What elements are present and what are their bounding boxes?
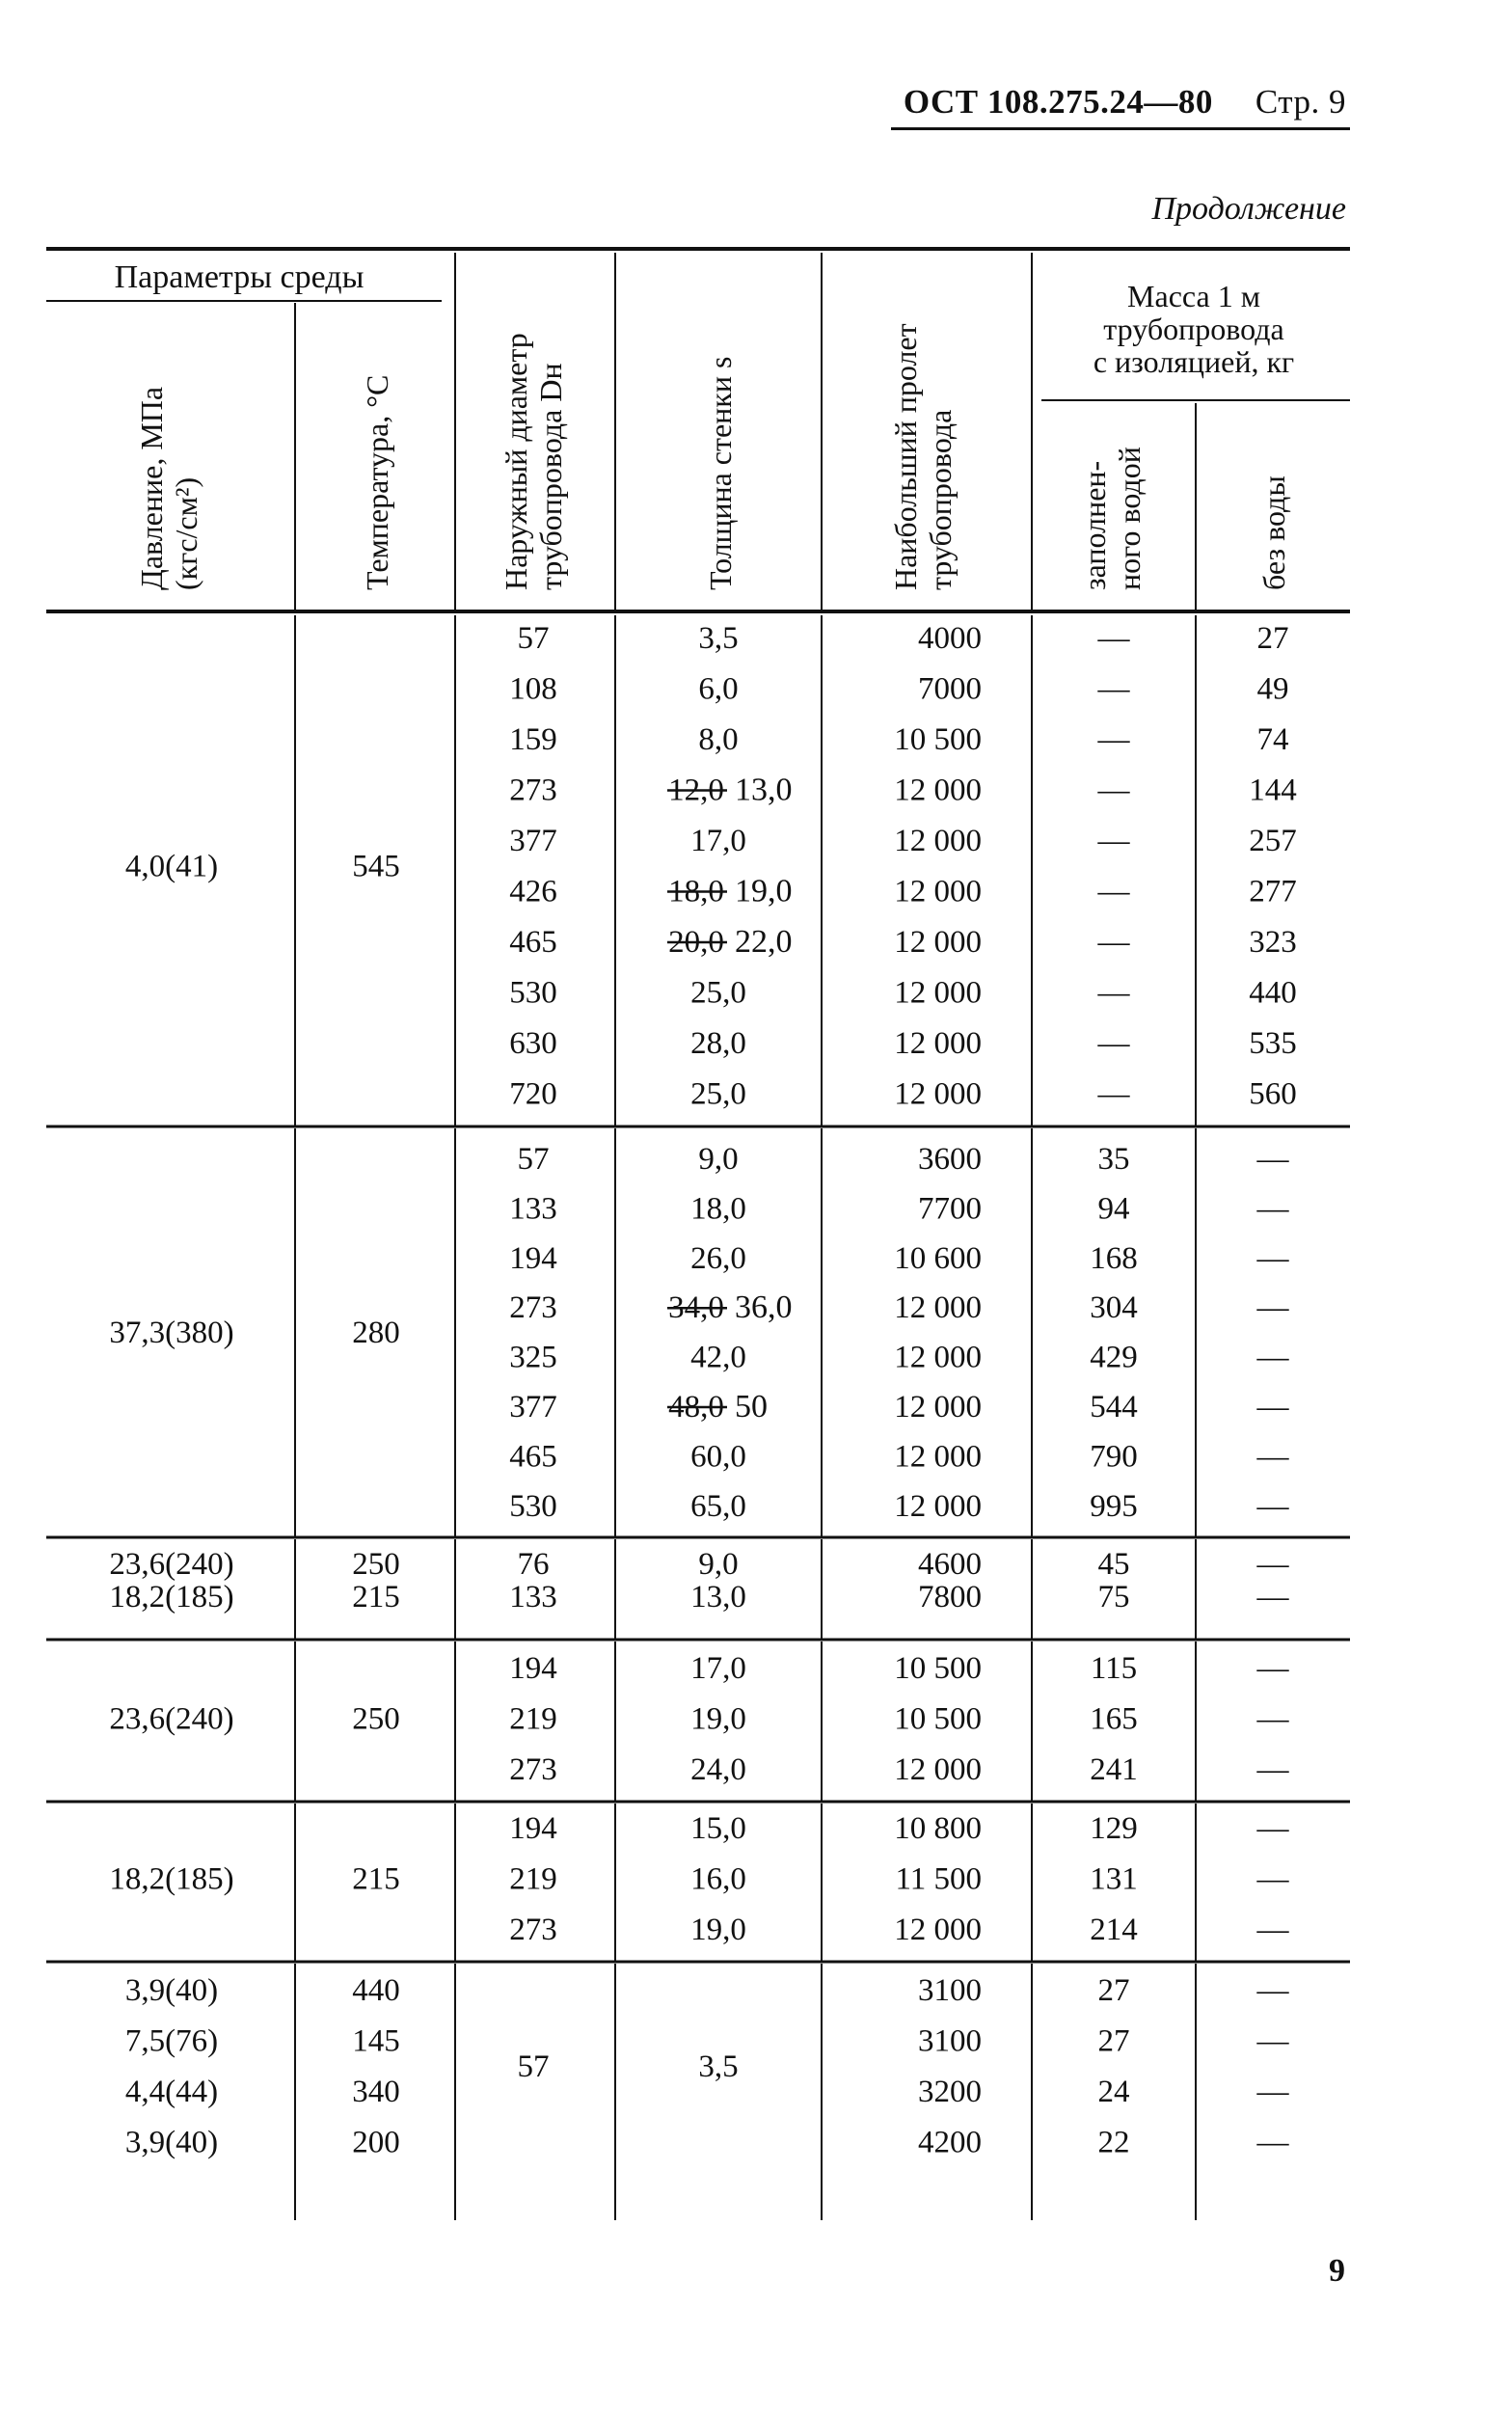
span-cell: 3100	[918, 1973, 982, 2008]
empty-mass-cell: —	[1256, 1439, 1289, 1475]
diameter-cell: 57	[517, 1142, 550, 1177]
diameter-cell: 273	[509, 773, 557, 808]
wall-cell: 19,0	[690, 1913, 746, 1947]
empty-mass-cell: —	[1256, 2075, 1289, 2109]
temperature-header-line: Температура, °С	[360, 374, 394, 590]
empty-mass-cell: —	[1256, 1142, 1289, 1177]
filled-mass-cell: 27	[1097, 2023, 1130, 2059]
empty-header	[1256, 475, 1291, 590]
empty-mass-cell: —	[1256, 1861, 1289, 1897]
filled-mass-cell: 241	[1090, 1752, 1138, 1787]
wall-cell-struck: 12,0	[668, 773, 724, 808]
filled-mass-cell: 995	[1090, 1488, 1138, 1524]
pressure-cell: 7,5(76)	[124, 2023, 219, 2059]
diameter-header-line: Наружный диаметр	[499, 333, 533, 590]
span-cell: 12 000	[894, 824, 982, 858]
span-cell: 10 500	[894, 1701, 982, 1737]
span-cell: 10 500	[894, 1651, 982, 1686]
diameter-cell: 377	[509, 824, 557, 858]
wall-cell: 65,0	[690, 1488, 746, 1524]
wall-cell: 24,0	[690, 1752, 746, 1787]
empty-mass-cell: 323	[1249, 925, 1297, 960]
wall-cell: 9,0	[698, 1142, 739, 1177]
filled-mass-cell: —	[1097, 874, 1130, 909]
temperature-cell: 215	[352, 1861, 400, 1897]
pressure-cell: 3,9(40)	[124, 1973, 219, 2008]
temperature-cell: 215	[352, 1580, 400, 1615]
wall-cell-struck: 20,0	[668, 925, 724, 960]
wall-cell: 3,5	[698, 621, 739, 656]
wall-header	[703, 357, 738, 590]
diameter-cell: 76	[517, 1547, 550, 1582]
pressure-cell: 37,3(380)	[109, 1315, 234, 1350]
diameter-cell: 630	[509, 1026, 557, 1061]
wall-cell: 8,0	[698, 722, 739, 757]
temperature-cell: 340	[352, 2075, 400, 2109]
wall-cell: 15,0	[690, 1811, 746, 1846]
filled-mass-cell: 35	[1097, 1142, 1130, 1177]
filled-mass-cell: 22	[1097, 2125, 1130, 2160]
diameter-cell: 194	[509, 1240, 557, 1276]
pressure-cell: 4,0(41)	[124, 849, 219, 884]
empty-mass-cell: —	[1256, 1913, 1289, 1947]
filled-mass-cell: —	[1097, 722, 1130, 757]
span-cell: 7800	[918, 1580, 982, 1615]
wall-cell: 19,0	[690, 1701, 746, 1737]
empty-mass-cell: —	[1256, 1701, 1289, 1737]
wall-correction: 50	[735, 1389, 768, 1425]
empty-mass-cell: 49	[1256, 671, 1289, 707]
empty-mass-cell: 257	[1249, 824, 1297, 858]
filled-mass-cell: —	[1097, 671, 1130, 707]
empty-mass-cell: 27	[1256, 621, 1289, 656]
diameter-cell: 426	[509, 874, 557, 909]
filled-mass-cell: 75	[1097, 1580, 1130, 1615]
filled-mass-cell: 304	[1090, 1290, 1138, 1326]
span-cell: 12 000	[894, 1488, 982, 1524]
diameter-cell: 57	[517, 621, 550, 656]
filled-mass-cell: 544	[1090, 1390, 1138, 1425]
temperature-cell: 200	[352, 2125, 400, 2160]
span-header-line: Наибольший пролет	[888, 323, 923, 590]
empty-mass-cell: —	[1256, 1580, 1289, 1615]
filled-mass-cell: 429	[1090, 1340, 1138, 1375]
filled-mass-cell: 790	[1090, 1439, 1138, 1475]
doc-code: ОСТ 108.275.24—80	[903, 83, 1213, 121]
span-cell: 7700	[918, 1191, 982, 1227]
wall-cell: 42,0	[690, 1340, 746, 1375]
empty-mass-cell: —	[1256, 1752, 1289, 1787]
filled-mass-cell: 168	[1090, 1240, 1138, 1276]
empty-mass-cell: 535	[1249, 1026, 1297, 1061]
mass-group-header: с изоляцией, кг	[1093, 344, 1295, 379]
pressure-cell: 23,6(240)	[109, 1547, 234, 1582]
span-cell: 11 500	[895, 1861, 982, 1897]
diameter-cell: 133	[509, 1580, 557, 1615]
wall-cell: 17,0	[690, 1651, 746, 1686]
diameter-header	[499, 333, 568, 590]
span-header-line: трубопровода	[923, 409, 958, 590]
empty-mass-cell: —	[1256, 1973, 1289, 2008]
span-header	[888, 323, 958, 590]
span-cell: 12 000	[894, 1076, 982, 1112]
empty-header-line: без воды	[1256, 475, 1291, 590]
pressure-header	[134, 387, 203, 590]
span-cell: 3100	[918, 2023, 982, 2059]
empty-mass-cell: —	[1256, 1651, 1289, 1686]
filled-mass-cell: —	[1097, 824, 1130, 858]
pressure-header-line: Давление, МПа	[134, 386, 169, 590]
empty-mass-cell: —	[1256, 2023, 1289, 2059]
span-cell: 10 600	[894, 1240, 982, 1276]
filled-mass-cell: —	[1097, 1026, 1130, 1061]
diameter-cell: 273	[509, 1752, 557, 1787]
mass-group-header: трубопровода	[1103, 312, 1284, 346]
filled-mass-cell: —	[1097, 621, 1130, 656]
wall-cell: 13,0	[690, 1580, 746, 1615]
span-cell: 10 500	[894, 722, 982, 757]
wall-correction: 22,0	[735, 924, 793, 960]
temperature-cell: 545	[352, 849, 400, 884]
wall-cell-struck: 48,0	[668, 1390, 724, 1425]
diameter-cell: 194	[509, 1651, 557, 1686]
span-cell: 7000	[918, 671, 982, 707]
wall-cell: 26,0	[690, 1240, 746, 1276]
filled-mass-cell: 165	[1090, 1701, 1138, 1737]
pressure-cell: 4,4(44)	[124, 2075, 219, 2109]
span-cell: 4600	[918, 1547, 982, 1582]
wall-cell: 16,0	[690, 1861, 746, 1897]
diameter-cell: 720	[509, 1076, 557, 1112]
filled-header-line: заполнен-	[1077, 460, 1112, 590]
diameter-cell: 108	[509, 671, 557, 707]
filled-mass-cell: —	[1097, 1076, 1130, 1112]
empty-mass-cell: —	[1256, 1488, 1289, 1524]
diameter-cell: 159	[509, 722, 557, 757]
diameter-cell: 273	[509, 1913, 557, 1947]
span-cell: 12 000	[894, 1439, 982, 1475]
filled-header	[1077, 447, 1147, 590]
continuation-label: Продолжение	[1151, 191, 1346, 227]
wall-cell: 9,0	[698, 1547, 739, 1582]
span-cell: 12 000	[894, 1340, 982, 1375]
span-cell: 12 000	[894, 925, 982, 960]
diameter-header-line: трубопровода Dн	[533, 363, 568, 590]
empty-mass-cell: —	[1256, 1290, 1289, 1326]
wall-cell-struck: 34,0	[668, 1290, 724, 1326]
span-cell: 3600	[918, 1142, 982, 1177]
empty-mass-cell: 74	[1256, 722, 1289, 757]
pressure-cell: 3,9(40)	[124, 2125, 219, 2160]
page-number: 9	[1329, 2253, 1345, 2289]
diameter-cell: 325	[509, 1340, 557, 1375]
diameter-cell: 273	[509, 1290, 557, 1326]
span-cell: 10 800	[894, 1811, 982, 1846]
span-cell: 12 000	[894, 1752, 982, 1787]
pressure-cell: 23,6(240)	[109, 1701, 234, 1737]
wall-cell: 25,0	[690, 1076, 746, 1112]
diameter-cell: 57	[517, 2049, 550, 2084]
span-cell: 12 000	[894, 1913, 982, 1947]
empty-mass-cell: —	[1256, 1390, 1289, 1425]
span-cell: 12 000	[894, 1390, 982, 1425]
filled-mass-cell: 24	[1097, 2075, 1130, 2109]
diameter-cell: 194	[509, 1811, 557, 1846]
filled-mass-cell: 27	[1097, 1973, 1130, 2008]
diameter-cell: 133	[509, 1191, 557, 1227]
empty-mass-cell: 560	[1249, 1076, 1297, 1112]
filled-mass-cell: 214	[1090, 1913, 1138, 1947]
pressure-cell: 18,2(185)	[109, 1861, 234, 1897]
span-cell: 12 000	[894, 773, 982, 808]
temperature-header	[360, 375, 394, 590]
wall-cell: 60,0	[690, 1439, 746, 1475]
span-cell: 12 000	[894, 874, 982, 909]
empty-mass-cell: 144	[1249, 773, 1297, 808]
span-cell: 12 000	[894, 1026, 982, 1061]
filled-header-line: ного водой	[1112, 447, 1147, 590]
span-cell: 12 000	[894, 1290, 982, 1326]
span-cell: 3200	[918, 2075, 982, 2109]
span-cell: 12 000	[894, 975, 982, 1011]
wall-cell: 18,0	[690, 1191, 746, 1227]
temperature-cell: 440	[352, 1973, 400, 2008]
temperature-cell: 250	[352, 1701, 400, 1737]
page-label: Стр. 9	[1255, 83, 1346, 121]
params-group-header: Параметры среды	[114, 259, 364, 295]
wall-correction: 19,0	[735, 873, 793, 909]
diameter-cell: 465	[509, 1439, 557, 1475]
diameter-cell: 377	[509, 1390, 557, 1425]
wall-cell: 6,0	[698, 671, 739, 707]
wall-cell: 3,5	[698, 2049, 739, 2084]
empty-mass-cell: 440	[1249, 975, 1297, 1011]
diameter-cell: 465	[509, 925, 557, 960]
diameter-cell: 530	[509, 1488, 557, 1524]
mass-group-header: Масса 1 м	[1127, 279, 1260, 313]
empty-mass-cell: —	[1256, 1340, 1289, 1375]
filled-mass-cell: —	[1097, 975, 1130, 1011]
wall-correction: 13,0	[735, 772, 793, 808]
filled-mass-cell: 94	[1097, 1191, 1130, 1227]
empty-mass-cell: —	[1256, 1811, 1289, 1846]
diameter-cell: 219	[509, 1861, 557, 1897]
temperature-cell: 250	[352, 1547, 400, 1582]
empty-mass-cell: —	[1256, 1547, 1289, 1582]
filled-mass-cell: 115	[1090, 1651, 1138, 1686]
wall-header-line: Толщина стенки s	[703, 356, 738, 590]
pressure-cell: 18,2(185)	[109, 1580, 234, 1615]
wall-correction: 36,0	[735, 1289, 793, 1326]
span-cell: 4000	[918, 621, 982, 656]
temperature-cell: 145	[352, 2023, 400, 2059]
wall-cell: 28,0	[690, 1026, 746, 1061]
filled-mass-cell: 131	[1090, 1861, 1138, 1897]
wall-cell: 25,0	[690, 975, 746, 1011]
empty-mass-cell: —	[1256, 1191, 1289, 1227]
diameter-cell: 219	[509, 1701, 557, 1737]
diameter-cell: 530	[509, 975, 557, 1011]
empty-mass-cell: —	[1256, 2125, 1289, 2160]
span-cell: 4200	[918, 2125, 982, 2160]
empty-mass-cell: —	[1256, 1240, 1289, 1276]
pressure-header-line: (кгс/см²)	[169, 476, 203, 590]
wall-cell-struck: 18,0	[668, 874, 724, 909]
filled-mass-cell: 45	[1097, 1547, 1130, 1582]
filled-mass-cell: 129	[1090, 1811, 1138, 1846]
temperature-cell: 280	[352, 1315, 400, 1350]
filled-mass-cell: —	[1097, 773, 1130, 808]
empty-mass-cell: 277	[1249, 874, 1297, 909]
wall-cell: 17,0	[690, 824, 746, 858]
filled-mass-cell: —	[1097, 925, 1130, 960]
